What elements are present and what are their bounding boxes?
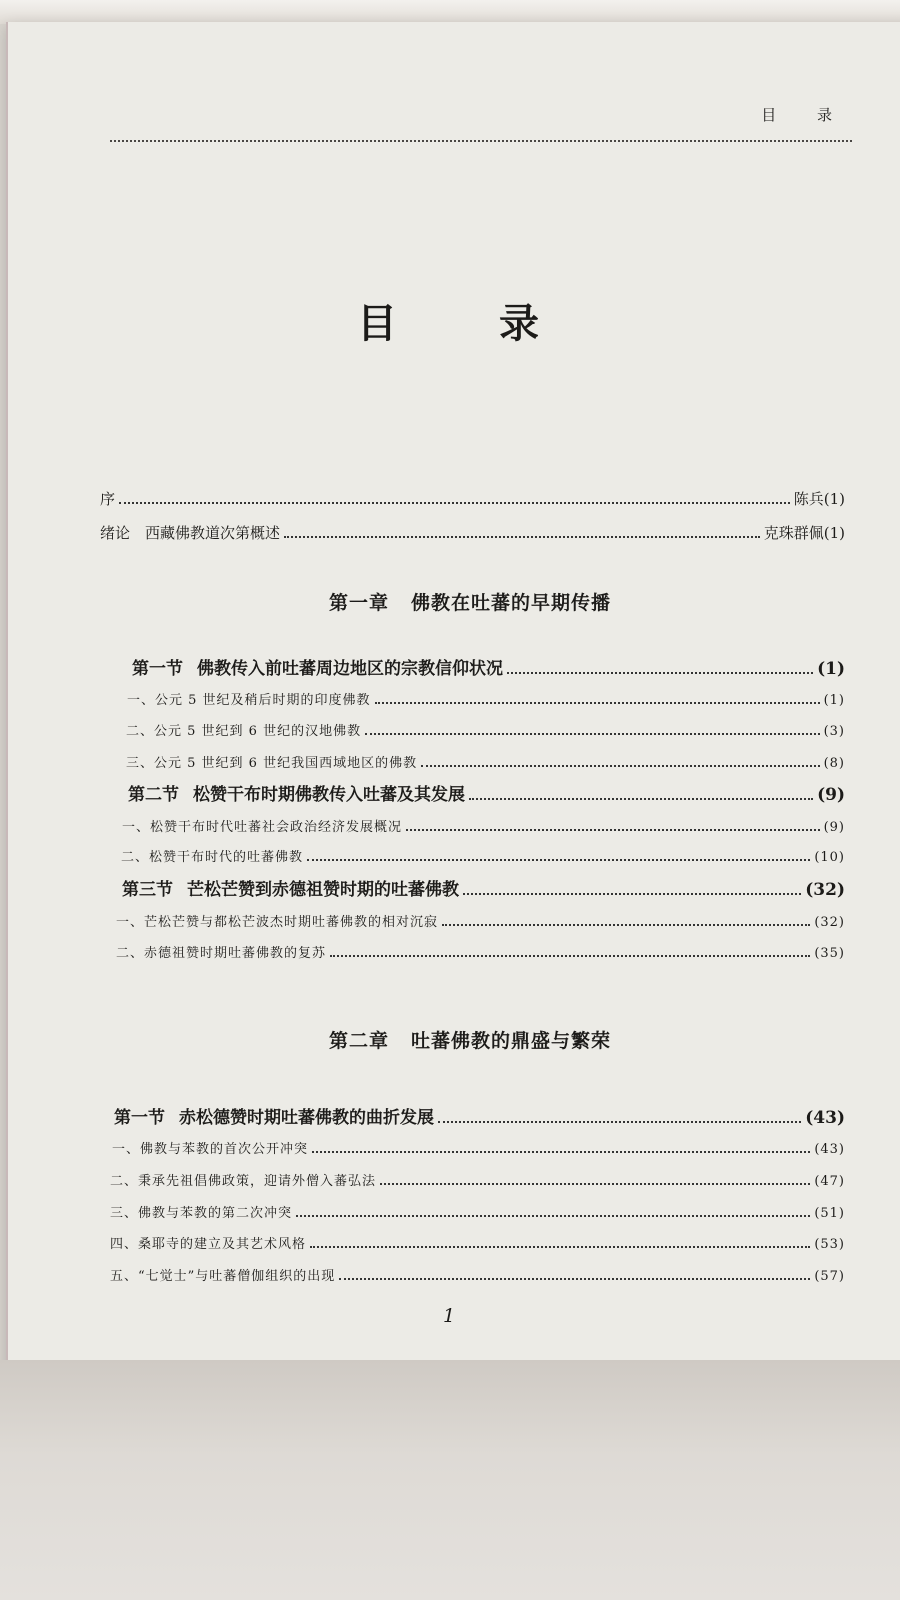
section-number: 第一节 xyxy=(114,1108,165,1128)
toc-page-number: (32) xyxy=(814,915,845,930)
toc-item xyxy=(121,846,845,865)
toc-page-number: (1) xyxy=(823,524,845,542)
toc-page-number: (35) xyxy=(814,946,845,961)
chapter-number: 第二章 xyxy=(328,1030,389,1052)
chapter-heading xyxy=(0,588,900,615)
leader-dots xyxy=(310,1237,810,1248)
item-label: 二、秉承先祖倡佛政策，迎请外僧入蕃弘法 xyxy=(110,1174,377,1189)
item-label: 二、公元 5 世纪到 6 世纪的汉地佛教 xyxy=(126,724,362,739)
toc-item xyxy=(110,1265,845,1284)
item-label: 一、佛教与苯教的首次公开冲突 xyxy=(112,1142,309,1157)
toc-section xyxy=(128,780,845,805)
toc-page-number: (1) xyxy=(823,490,845,508)
toc-page-number: (10) xyxy=(814,850,845,865)
toc-entry-preface xyxy=(100,488,845,509)
leader-dots xyxy=(469,786,813,800)
chapter-heading xyxy=(0,1026,900,1053)
item-label: 二、赤德祖赞时期吐蕃佛教的复苏 xyxy=(116,946,327,961)
toc-page-number: (51) xyxy=(814,1206,845,1221)
toc-page-number: (8) xyxy=(823,756,845,771)
toc-page-number: (1) xyxy=(817,659,845,679)
toc-item xyxy=(112,1138,845,1157)
toc-item xyxy=(110,1233,845,1252)
leader-dots xyxy=(312,1142,810,1153)
leader-dots xyxy=(442,915,810,926)
item-label: 四、桑耶寺的建立及其艺术风格 xyxy=(110,1237,307,1252)
leader-dots xyxy=(406,820,820,831)
toc-page-number: (9) xyxy=(823,820,845,835)
running-head: 目 录 xyxy=(761,106,850,124)
leader-dots xyxy=(375,693,820,704)
section-number: 第一节 xyxy=(132,659,183,679)
toc-item xyxy=(126,752,845,771)
toc-item xyxy=(126,720,845,739)
toc-entry-label: 绪论 西藏佛教道次第概述 xyxy=(100,524,281,542)
leader-dots xyxy=(365,724,820,735)
toc-entry-author: 陈兵 xyxy=(793,490,824,508)
toc-page-number: (47) xyxy=(814,1174,845,1189)
toc-page-number: (1) xyxy=(823,693,845,708)
toc-entry-author: 克珠群佩 xyxy=(763,524,824,542)
leader-dots xyxy=(296,1206,810,1217)
toc-page-number: (53) xyxy=(814,1237,845,1252)
toc-entry-label: 序 xyxy=(100,490,116,508)
item-label: 三、公元 5 世纪到 6 世纪我国西域地区的佛教 xyxy=(126,756,418,771)
section-title: 赤松德赞时期吐蕃佛教的曲折发展 xyxy=(179,1108,434,1128)
item-label: 一、公元 5 世纪及稍后时期的印度佛教 xyxy=(127,693,371,708)
chapter-number: 第一章 xyxy=(328,592,389,614)
toc-page-number: (3) xyxy=(823,724,845,739)
toc-page-number: (9) xyxy=(817,785,845,805)
toc-item xyxy=(116,942,845,961)
section-title: 松赞干布时期佛教传入吐蕃及其发展 xyxy=(193,785,465,805)
toc-item xyxy=(110,1170,845,1189)
page-title: 目 录 xyxy=(357,300,583,347)
leader-dots xyxy=(119,492,790,505)
leader-dots xyxy=(438,1109,801,1123)
leader-dots xyxy=(421,756,820,767)
item-label: 二、松赞干布时代的吐蕃佛教 xyxy=(121,850,304,865)
leader-dots xyxy=(330,946,810,957)
toc-item xyxy=(116,911,845,930)
toc-item xyxy=(122,816,845,835)
leader-dots xyxy=(380,1174,810,1185)
toc-section xyxy=(122,875,845,900)
toc-section xyxy=(132,654,845,679)
section-number: 第三节 xyxy=(122,880,173,900)
toc-entry-introduction xyxy=(100,522,845,543)
header-rule xyxy=(110,140,852,142)
toc-page-number: (32) xyxy=(805,880,845,900)
toc-item xyxy=(127,689,845,708)
leader-dots xyxy=(463,881,801,895)
leader-dots xyxy=(339,1269,810,1280)
item-label: 一、松赞干布时代吐蕃社会政治经济发展概况 xyxy=(122,820,403,835)
toc-section xyxy=(114,1103,845,1128)
book-top-edge xyxy=(0,0,900,24)
page-number: 1 xyxy=(443,1305,456,1327)
toc-page-number: (43) xyxy=(805,1108,845,1128)
section-title: 佛教传入前吐蕃周边地区的宗教信仰状况 xyxy=(197,659,503,679)
item-label: 五、“七觉士”与吐蕃僧伽组织的出现 xyxy=(110,1269,336,1284)
chapter-title: 佛教在吐蕃的早期传播 xyxy=(411,592,612,614)
section-title: 芒松芒赞到赤德祖赞时期的吐蕃佛教 xyxy=(187,880,459,900)
item-label: 三、佛教与苯教的第二次冲突 xyxy=(110,1206,293,1221)
toc-page-number: (57) xyxy=(814,1269,845,1284)
page-bottom-area xyxy=(0,1360,900,1600)
leader-dots xyxy=(507,660,813,674)
toc-item xyxy=(110,1202,845,1221)
leader-dots xyxy=(307,850,810,861)
section-number: 第二节 xyxy=(128,785,179,805)
item-label: 一、芒松芒赞与都松芒波杰时期吐蕃佛教的相对沉寂 xyxy=(116,915,439,930)
toc-page-number: (43) xyxy=(814,1142,845,1157)
chapter-title: 吐蕃佛教的鼎盛与繁荣 xyxy=(411,1030,612,1052)
leader-dots xyxy=(284,526,760,539)
